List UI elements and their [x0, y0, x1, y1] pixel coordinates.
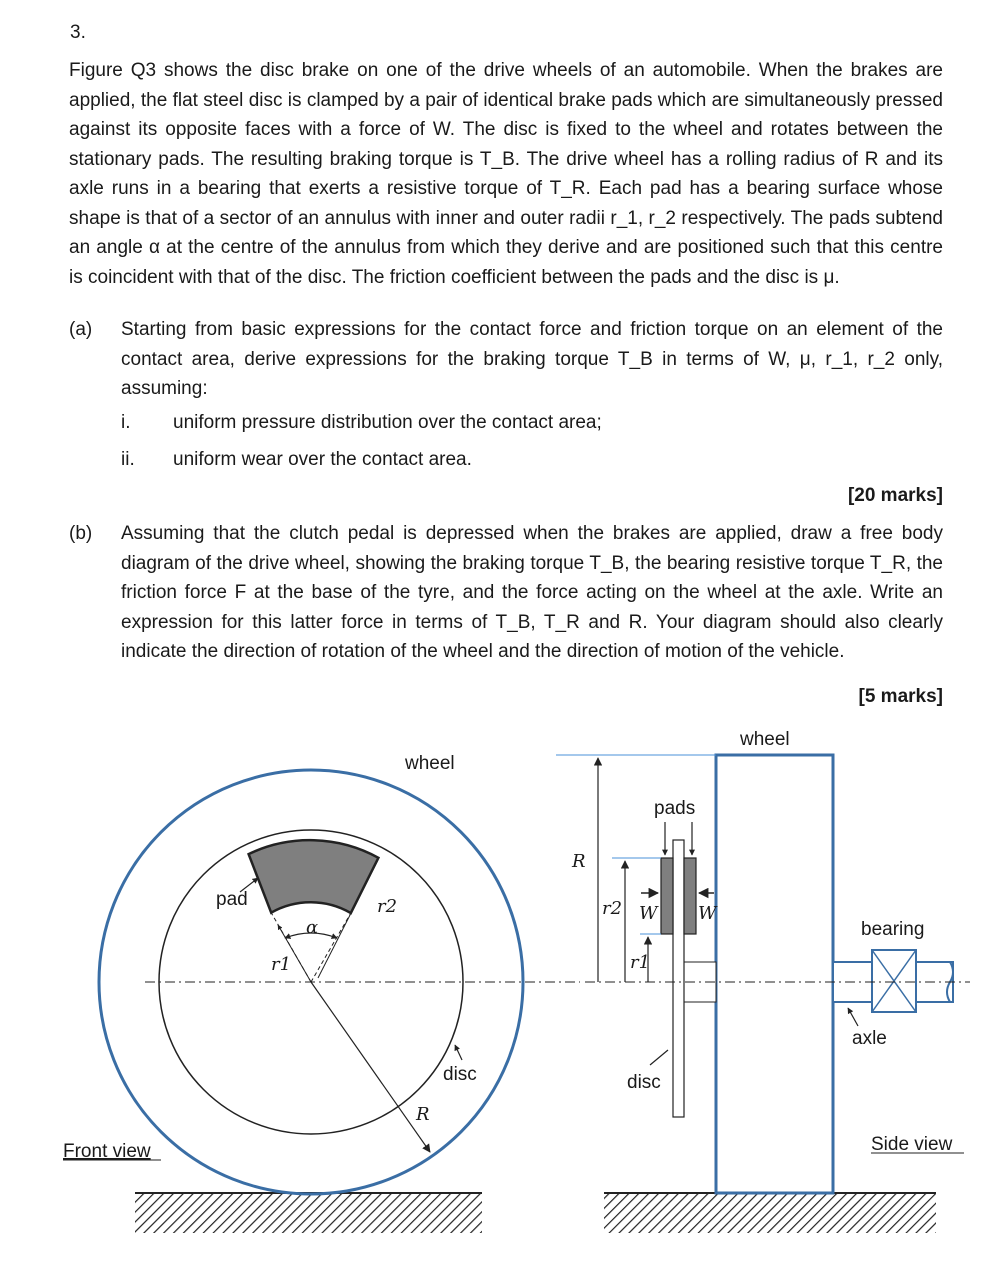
- front-view: [63, 753, 580, 1233]
- front-disc-label: disc: [443, 1064, 477, 1085]
- side-pad-right: [684, 858, 696, 934]
- part-b-text: Assuming that the clutch pedal is depressed when the brakes are applied, draw a free body diagram of the drive wheel, showing the braking torque T_B, the bearing resistive torque T_R, the friction force F at the base of the tyre, and the force acting on the wheel at the axle. Write an expression for this latter force in terms of T_B, T_R and R. Your diagram should also clearly indicate the direction of rotation of the wheel and the direction of motion of the vehicle.: [121, 523, 943, 662]
- part-a-item-1-text: uniform pressure distribution over the contact area;: [173, 412, 602, 433]
- part-a-marks: [20 marks]: [847, 485, 943, 506]
- side-disc: [673, 840, 684, 1117]
- front-R-line: [311, 982, 430, 1152]
- part-a-item-2-num: ii.: [121, 449, 135, 470]
- side-view-caption: Side view: [871, 1134, 953, 1155]
- front-ground-hatch: [135, 1193, 482, 1233]
- front-disc-leader: [455, 1045, 462, 1060]
- part-a-text: Starting from basic expressions for the contact force and friction torque on an element of the contact area, derive expressions for the braking torque T_B in terms of W, μ, r_1, r_2 only, assuming:: [121, 319, 943, 399]
- side-bearing-label: bearing: [861, 919, 925, 940]
- front-wheel-label: wheel: [405, 753, 455, 774]
- side-pads-label: pads: [654, 798, 696, 819]
- side-view: [556, 729, 970, 1233]
- side-axle-leader: [848, 1008, 858, 1026]
- question-number: 3.: [70, 22, 86, 43]
- side-W-left-label: W: [639, 903, 658, 924]
- side-axle-label: axle: [852, 1028, 887, 1049]
- part-a-item-1-num: i.: [121, 412, 131, 433]
- side-disc-leader: [650, 1050, 668, 1065]
- side-ground-hatch: [604, 1193, 936, 1233]
- side-r1-label: r1: [630, 952, 651, 973]
- side-W-right-label: W: [698, 903, 717, 924]
- side-disc-label: disc: [627, 1072, 661, 1093]
- front-alpha-label: α: [306, 917, 319, 938]
- part-b-marks: [5 marks]: [858, 686, 943, 707]
- front-R-label: R: [416, 1104, 430, 1125]
- part-a-label: (a): [69, 319, 93, 340]
- front-pad-label: pad: [216, 889, 248, 910]
- side-wheel-label: wheel: [740, 729, 790, 750]
- front-pad-sector: [249, 840, 379, 913]
- intro-text: Figure Q3 shows the disc brake on one of the drive wheels of an automobile. When the brakes are applied, the flat steel disc is clamped by a pair of identical brake pads which are simultaneously pressed against its opposite faces with a force of W. The disc is fixed to the wheel and rotates between the stationary pads. The resulting braking torque is T_B. The drive wheel has a rolling radius of R and its axle runs in a bearing that exerts a resistive torque of T_R. Each pad has a bearing surface whose shape is that of a sector of an annulus with inner and outer radii r_1, r_2 respectively. The pads subtend an angle α at the centre of the annulus from which they derive and are positioned such that this centre is coincident with that of the disc. The friction coefficient between the pads and the disc is μ.: [69, 60, 943, 288]
- side-r2-label: r2: [602, 898, 623, 919]
- front-r2-label: r2: [377, 896, 398, 917]
- side-R-label: R: [572, 851, 586, 872]
- front-r1-label: r1: [271, 954, 292, 975]
- front-view-caption: Front view: [63, 1141, 151, 1162]
- side-pad-left: [661, 858, 673, 934]
- part-b-label: (b): [69, 523, 93, 544]
- part-a-item-2-text: uniform wear over the contact area.: [173, 449, 472, 470]
- side-wheel-rect: [716, 755, 833, 1193]
